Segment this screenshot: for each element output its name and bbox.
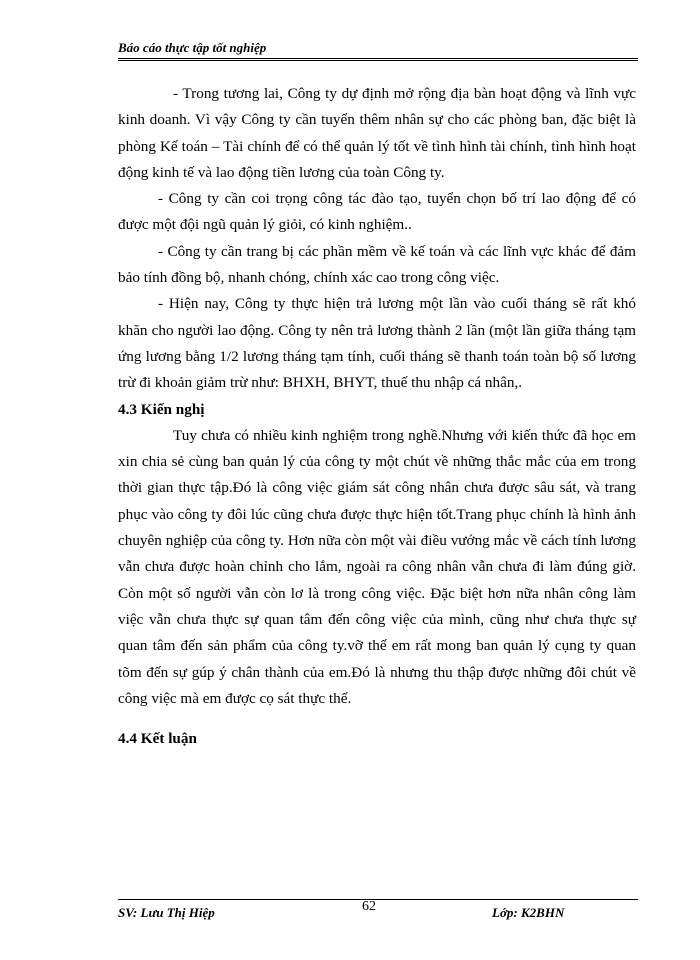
paragraph-training: - Công ty cần coi trọng công tác đào tạo, tuyển chọn bố trí lao động để có được một đội ngũ quản lý giỏi, có kinh nghiệm..: [118, 190, 636, 234]
paragraph-software: - Công ty cần trang bị các phần mềm về kế toán và các lĩnh vực khác để đảm bảo tính đồng bộ, nhanh chóng, chính xác cao trong công việc.: [118, 242, 636, 287]
header-divider: [118, 58, 638, 61]
footer-divider: [118, 899, 638, 900]
page-header-title: Báo cáo thực tập tốt nghiệp: [118, 40, 267, 55]
section-heading-conclusion: 4.4 Kết luận: [118, 730, 197, 748]
page-number: 62: [362, 899, 376, 914]
section-heading-recommendation: 4.3 Kiến nghị: [118, 400, 205, 418]
paragraph-expansion: - Trong tương lai, Công ty dự định mở rộng địa bàn hoạt động và lĩnh vực kinh doanh. Vì vậy Công ty cần tuyển thêm nhân sự cho các phòng ban, đặc biệt là phòng Kế toán – Tài chính để có thể quản lý tốt về tình hình tài chính, tình hình hoạt động kinh tế và lao động tiền lương của toàn Công ty.: [118, 85, 636, 181]
footer-class: Lớp: K2BHN: [492, 905, 565, 920]
paragraph-recommendation: Tuy chưa có nhiều kinh nghiệm trong nghề.Nhưng với kiến thức đã học em xin chia sẻ cùng ban quản lý của công ty một chút về những thắc mắc của em trong thời gian thực tập.Đó là công việc giám sát công nhân chưa được sâu sát, và trang phục vào công ty đôi lúc cũng chưa được thực hiện tốt.Trang phục chính là hình ảnh chuyên nghiệp của công ty. Hơn nữa còn một vài điều vướng mắc về cách tính lương vẫn chưa được hoàn chỉnh cho lắm, ngoài ra công nhân vẫn chưa đi làm đúng giờ. Còn một số người vẫn còn lơ là trong công việc. Đặc biệt hơn nữa nhân công làm việc vẫn chưa thực sự quan tâm đến công việc của mình, cũng như chưa thực sự quan tâm đến sản phẩm của công ty.vỡ thế em rất mong ban quản lý cụng ty quan tõm đến sự gúp ý chân thành của em.Đó là nhưng thu thập được những đôi chút về công việc mà em được cọ sát thực thế.: [118, 426, 636, 707]
footer-student-name: SV: Lưu Thị Hiệp: [118, 905, 215, 920]
document-body: [118, 81, 636, 752]
paragraph-salary: - Hiện nay, Công ty thực hiện trả lương một lần vào cuối tháng sẽ rất khó khăn cho người lao động. Công ty nên trả lương thành 2 lần (một lần giữa tháng tạm ứng lương bằng 1/2 lương tháng tạm tính, cuối tháng sẽ thanh toán toàn bộ số lương trừ đi khoản giảm trừ như: BHXH, BHYT, thuế thu nhập cá nhân,.: [118, 295, 636, 392]
